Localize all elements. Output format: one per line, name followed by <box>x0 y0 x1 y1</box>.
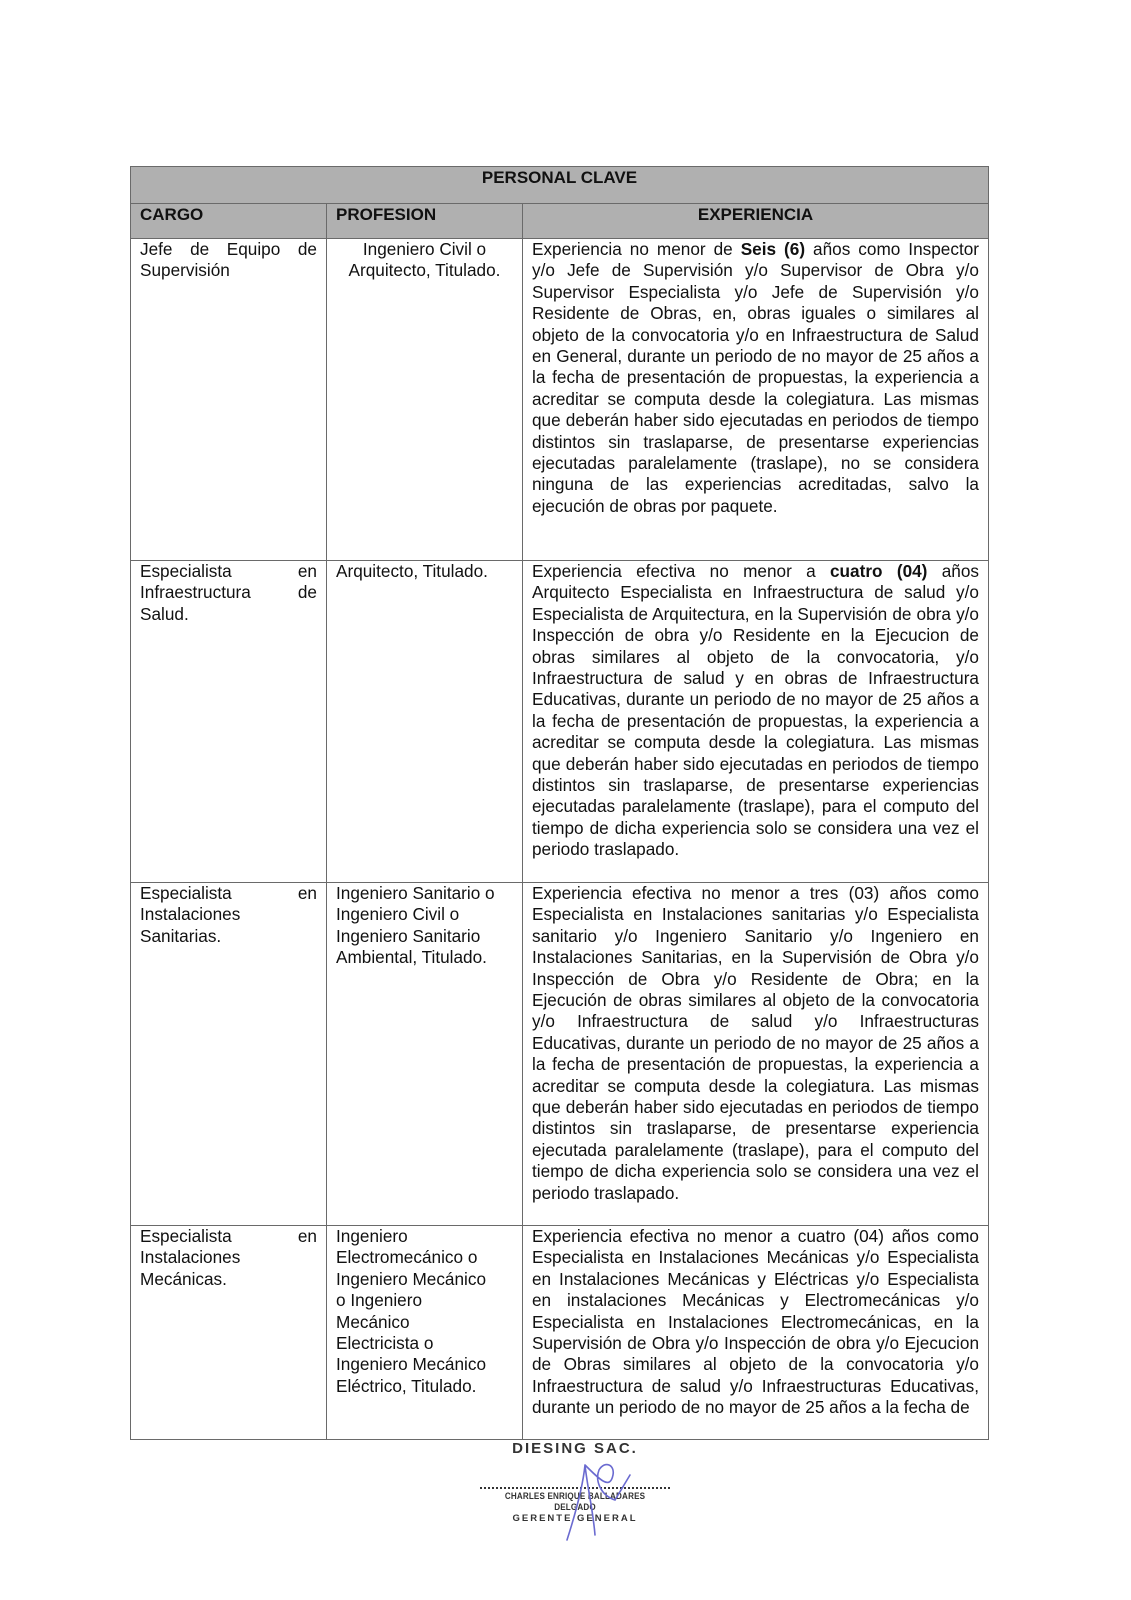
header-cargo: CARGO <box>131 204 327 239</box>
profesion-cell: Ingeniero Sanitario o Ingeniero Civil o Ingeniero Sanitario Ambiental, Titulado. <box>327 883 523 1226</box>
cargo-cell <box>131 883 327 1226</box>
header-profesion: PROFESION <box>327 204 523 239</box>
cargo-line: Salud. <box>140 603 189 624</box>
signer-name: CHARLES ENRIQUE BALLADARES DELGADO <box>504 1491 646 1513</box>
profesion-line: Mecánico <box>336 1311 410 1332</box>
profesion-cell <box>327 1226 523 1440</box>
cargo-line: Especialista en <box>140 561 317 581</box>
experiencia-cell <box>523 1226 989 1440</box>
cargo-line: Instalaciones <box>140 1247 241 1268</box>
experiencia-text: años Arquitecto Especialista en Infraestructura de salud y/o Especialista de Arquitectura, en la Supervisión de obra y/o Inspección de obra y/o Residente en la Ejecucion de obras similares al objeto de la convocatoria, y/o Infraestructura de salud y en obras de Infraestructura Educativas, durante un periodo de no mayor de 25 años a la fecha de presentación de propuestas, la experiencia a acreditar se computa desde la colegiatura. Las mismas que deberán haber sido ejecutadas en periodos de tiempo distintos sin traslaparse, de presentarse experiencias ejecutadas paralelamente (traslape), para el computo del tiempo de dicha experiencia solo se considera una vez el periodo traslapado. <box>532 561 979 860</box>
experiencia-cell <box>523 883 989 1226</box>
experiencia-text: Experiencia no menor de <box>532 239 741 259</box>
table-row <box>131 883 989 1226</box>
experiencia-text: Experiencia efectiva no menor a tres (03) años como Especialista en Instalaciones sanitarias y/o Especialista sanitario y/o Ingeniero Sanitario y/o Ingeniero en Instalaciones Sanitarias, en la Supervisión de Obra y/o Inspección de Obra y/o Residente de Obra; en la Ejecución de obras similares al objeto de la convocatoria y/o Infraestructura de salud y/o Infraestructuras Educativas, durante un periodo de no mayor de 25 años a la fecha de presentación de propuestas, la experiencia a acreditar se computa desde la colegiatura. Las mismas que deberán haber sido ejecutadas en periodos de tiempo distintos sin traslaparse, de presentarse experiencia ejecutada paralelamente (traslape), para el computo del tiempo de dicha experiencia solo se considera una vez el periodo traslapado. <box>532 883 979 1203</box>
personal-clave-table <box>130 166 989 1440</box>
table-row <box>131 239 989 561</box>
profesion-cell: Ingeniero Civil o Arquitecto, Titulado. <box>327 239 523 561</box>
cargo-cell <box>131 239 327 561</box>
experiencia-bold: Seis (6) <box>740 239 806 259</box>
profesion-line: Electromecánico o <box>336 1247 478 1268</box>
table-header-row <box>131 204 989 239</box>
cargo-line: Sanitarias. <box>140 925 222 946</box>
experiencia-text: años como Inspector y/o Jefe de Supervisión y/o Supervisor de Obra y/o Supervisor Especialista y/o Jefe de Supervisión y/o Residente de Obras, en, obras iguales o similares al objeto de la convocatoria y/o en Infraestructura de Salud en General, durante un periodo de no mayor de 25 años a la fecha de presentación de propuestas, la experiencia a acreditar se computa desde la colegiatura. Las mismas que deberán haber sido ejecutadas en periodos de tiempo distintos sin traslaparse, de presentarse experiencias ejecutadas paralelamente (traslape), no se considera ninguna de las experiencias acreditadas, salvo la ejecución de obras por paquete. <box>532 239 980 516</box>
signer-role: GERENTE GENERAL <box>512 1513 638 1524</box>
experiencia-text: Experiencia efectiva no menor a cuatro (04) años como Especialista en Instalaciones Mecánicas y/o Especialista en Instalaciones Mecánicas y Eléctricas y/o Especialista en instalaciones Mecánicas y Electromecánicas y/o Especialista en Instalaciones Electromecánicas, en la Supervisión de Obra y/o Inspección de obra y/o Ejecucion de Obras similares al objeto de la convocatoria y/o Infraestructura de salud y/o Infraestructuras Educativas, durante un periodo de no mayor de 25 años a la fecha de <box>532 1226 979 1418</box>
profesion-line: Ingeniero Mecánico <box>336 1268 487 1289</box>
table-row <box>131 1226 989 1440</box>
table-title-row <box>131 167 989 204</box>
cargo-line: Especialista en <box>140 1226 317 1246</box>
header-experiencia: EXPERIENCIA <box>523 204 989 239</box>
table-title: PERSONAL CLAVE <box>131 167 989 204</box>
experiencia-cell <box>523 561 989 883</box>
profesion-line: Electricista o <box>336 1333 434 1354</box>
experiencia-bold: cuatro (04) <box>830 561 928 581</box>
cargo-line: Infraestructura de <box>140 582 317 603</box>
handwritten-signature-icon <box>555 1455 635 1545</box>
profesion-line: Ingeniero Mecánico <box>336 1354 487 1375</box>
company-stamp: DIESING SAC. <box>512 1440 638 1457</box>
experiencia-cell <box>523 239 989 561</box>
profesion-line: Eléctrico, Titulado. <box>336 1375 477 1396</box>
cargo-line: Mecánicas. <box>140 1268 227 1289</box>
profesion-cell: Arquitecto, Titulado. <box>327 561 523 883</box>
experiencia-text: Experiencia efectiva no menor a <box>532 561 830 581</box>
table-row <box>131 561 989 883</box>
profesion-line: o Ingeniero <box>336 1290 423 1311</box>
cargo-line: Supervisión <box>140 260 230 281</box>
cargo-cell <box>131 1226 327 1440</box>
cargo-line: Especialista en <box>140 883 317 903</box>
profesion-line: Ingeniero <box>336 1226 408 1246</box>
cargo-line: Jefe de Equipo de <box>140 239 317 259</box>
cargo-cell <box>131 561 327 883</box>
cargo-line: Instalaciones <box>140 904 241 925</box>
